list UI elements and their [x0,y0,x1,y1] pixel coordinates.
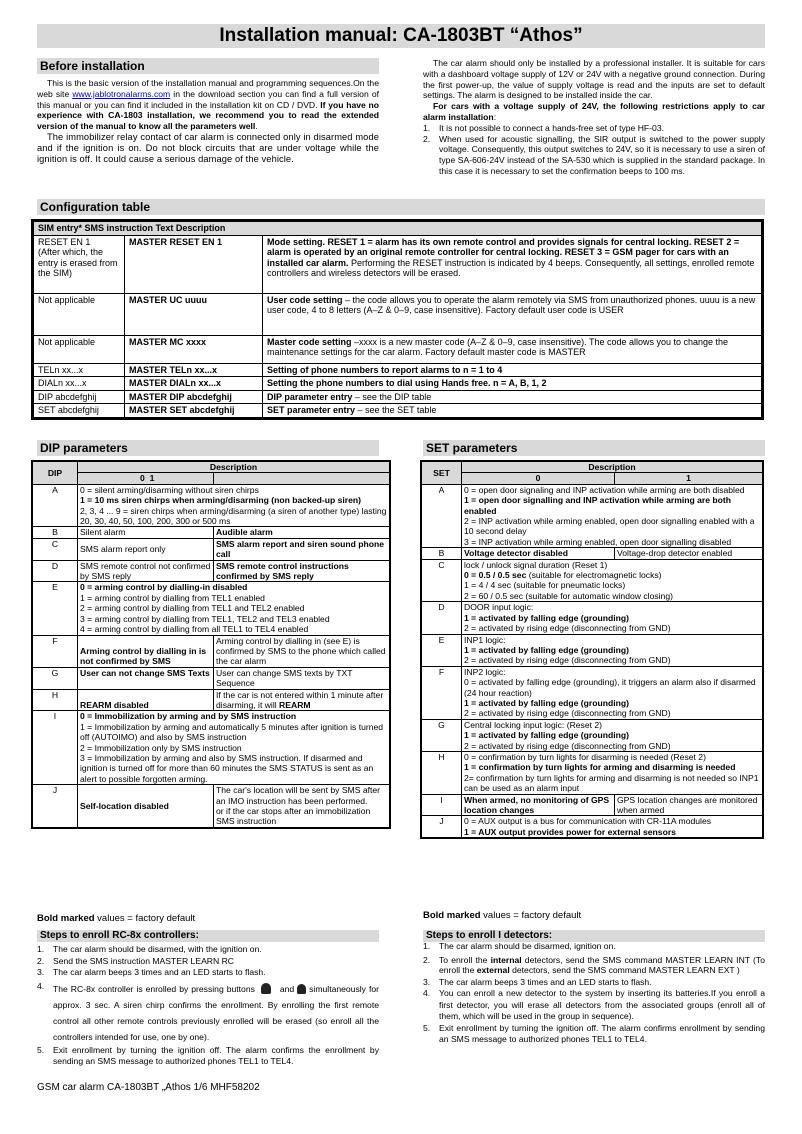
table-subheader: 0 1 [422,473,763,484]
set-table [420,460,764,839]
table-header: DIP Description [33,462,390,473]
table-row: G Central locking input logic: (Reset 2) 1 = activated by falling edge (grounding) 2 = activated by rising edge (disconnecting from GND) [422,719,763,751]
table-row: DIALn xx...x MASTER DIALn xx...x Setting the phone numbers to dial using Hands free. n = A, B, 1, 2 [34,377,762,391]
list-item: 4. You can enroll a new detector to the system by inserting its batteries.If you enroll a first detector, you will erase all detectors from the associated groups (enroll all of them, which will be used in the group in sequence). [423,988,765,1021]
lock-icon [261,983,271,994]
list-item: 4. The RC-8x controller is enrolled by pressing buttons and simultaneously for approx. 3 sec. A siren chirp confirms the enrollment. By enrolling the first remote control all other remote controls previously enrolled will be erased (so enroll all the controllers intended for use, one by one). [37,980,379,1042]
intro-paragraph-2: The immobilizer relay contact of car alarm is connected only in disarmed mode and if the ignition is on. Do not block circuits that are under voltage while the ignition is off. It could cause a serious damage of the vehicle. [37,131,379,164]
enroll-detectors-heading: Steps to enroll I detectors: [423,930,765,942]
table-row: D DOOR input logic: 1 = activated by falling edge (grounding) 2 = activated by rising edge (disconnecting from GND) [422,602,763,634]
table-row: H 0 = confirmation by turn lights for disarming is needed (Reset 2) 1 = confirmation by turn lights for arming and disarming is needed 2= confirmation by turn lights for arming and disarming is not needed so INP1 can be used as an alarm input [422,751,763,794]
table-row: C SMS alarm report only SMS alarm report and siren sound phone call [33,538,390,560]
table-row: E 0 = arming control by dialling-in disabled 1 = arming control by dialling from TEL1 enabled 2 = arming control by dialling from TEL1 and TEL2 enabled 3 = arming control by dialling from TEL1, TEL2 and TEL3 enabled 4 = arming control by dialling from all TEL1 to TEL4 enabled [33,582,390,635]
table-row: F INP2 logic: 0 = activated by falling edge (grounding), it triggers an alarm also if disarmed (24 hour reaction) 1 = activated by falling edge (grounding) 2 = activated by rising edge (disconnecting from GND) [422,666,763,719]
table-row: E INP1 logic: 1 = activated by falling edge (grounding) 2 = activated by rising edge (disconnecting from GND) [422,634,763,666]
table-header: SET Description [422,462,763,473]
list-item: 1. The car alarm should be disarmed, ignition on. [423,941,616,951]
table-row: F Arming control by dialling in is not confirmed by SMS Arming control by dialling in (see E) is confirmed by SMS to the phone which called the car alarm [33,635,390,667]
before-installation-heading: Before installation [37,58,379,74]
configuration-table [31,219,764,420]
table-row: A 0 = open door signaling and INP activation while arming are both disabled 1 = open door signalling and INP activation while arming are both enabled 2 = INP activation while arming enabled, open door signalling enabled with a 10 second delay 3 = INP activation while arming enabled, open door signalling disabled [422,484,763,547]
table-row: C lock / unlock signal duration (Reset 1) 0 = 0.5 / 0.5 sec (suitable for electromagnetic locks) 1 = 4 / 4 sec (suitable for pneumatic locks) 2 = 60 / 0.5 sec (suitable for automatic window closing) [422,559,763,602]
table-row: D SMS remote control not confirmed by SMS reply SMS remote control instructions confirmed by SMS reply [33,560,390,582]
list-item: 3. The car alarm beeps 3 times and an LED starts to flash. [37,967,266,977]
list-item: 5. Exit enrollment by turning the ignition off. The alarm confirms the enrollment by sending an SMS message to authorized phones TEL1 to TEL4. [37,1044,379,1066]
dip-parameters-heading: DIP parameters [37,440,379,456]
intro-paragraph-1: This is the basic version of the installation manual and programming sequences.On the web site www.jablotronalarms.com in the download section you can find a full version of this manual or you can find it included in the installation kit on CD / DVD. If you have no experience with CA-1803 installation, we recommend you to read the extended version of the manual to know all the parameters well. [37,78,379,132]
table-header: SIM entry* SMS instruction Text Description [34,222,762,236]
table-row: A 0 = silent arming/disarming without siren chirps 1 = 10 ms siren chirps when arming/disarming (non backed-up siren) 2, 3, 4 ... 9 = siren chirps when arming/disarming (a siren of another type) lasting 20, 30, 40, 50, 100, 200, 300 or 500 ms [33,484,390,527]
list-item: 2. When used for acoustic signalling, the SIR output is switched to the power supply voltage. Consequently, this output switches to 24V, so it is necessary to use a siren of type SA-606-24V instead of the SA-530 which is supplied in the standard package. In this case it is necessary to set the confirmation beeps to 100 ms. [423,133,765,176]
table-row: I 0 = Immobilization by arming and by SMS instruction 1 = Immobilization by arming and automatically 5 minutes after ignition is turned off (AUTOIMO) and also by SMS instruction 2 = Immobilization only by SMS instruction 3 = Immobilization by arming and also by SMS instruction. If disarmed and ignition is turned off for more than 60 minutes the SMS STATUS is sent as an alert to possible forgotten arming. [33,711,390,785]
table-row: G User can not change SMS Texts User can change SMS texts by TXT Sequence [33,667,390,689]
before-installation-text [37,78,379,165]
enroll-rc-heading: Steps to enroll RC-8x controllers: [37,930,379,942]
list-item: 3. The car alarm beeps 3 times and an LED starts to flash. [423,976,652,987]
enroll-rc-steps [37,944,379,1068]
dip-table [31,460,391,829]
table-row: Not applicable MASTER UC uuuu User code setting – the code allows you to operate the alarm remotely via SMS from unauthorized phones. uuuu is a new user code, 4 to 8 letters (A–Z & 0–9, case insensitive). Factory default user code is USER [34,293,762,335]
enroll-detectors-steps [423,941,765,1046]
list-item: 1. It is not possible to connect a hands-free set of type HF-03. [423,122,664,133]
table-row: Not applicable MASTER MC xxxx Master code setting –xxxx is a new master code (A–Z & 0–9, case insensitive). The code allows you to change the maintenance settings for the car alarm. Factory default master code is MASTER [34,335,762,363]
requirements-paragraph: The car alarm should only be installed by a professional installer. It is suitable for cars with a dashboard voltage supply of 12V or 24V with a negative ground connection. During the first power-up, the value of supply voltage is read and the inputs are set to default settings. The alarm is designed to be installed inside the car. [423,58,765,101]
dip-legend: Bold marked values = factory default [37,913,196,924]
set-parameters-heading: SET parameters [423,440,765,456]
installation-requirements [423,58,765,177]
table-row: RESET EN 1 (After which, the entry is erased from the SIM) MASTER RESET EN 1 Mode setting. RESET 1 = alarm has its own remote control and provides signals for central locking. RESET 2 = alarm is operated by an original remote controller for central locking. RESET 3 = GSM pager for cars with an installed car alarm. Performing the RESET instruction is indicated by 4 beeps. Consequently, all settings, enrolled remote controllers and wireless detectors will be erased. [34,235,762,293]
table-subheader: 0 1 [33,473,390,484]
table-row: B Silent alarm Audible alarm [33,527,390,538]
set-legend: Bold marked values = factory default [423,910,582,921]
list-item: 2. To enroll the internal detectors, send the SMS command MASTER LEARN INT (To enroll the external detectors, send the SMS command MASTER LEARN EXT ) [423,954,765,975]
table-row: SET abcdefghij MASTER SET abcdefghij SET parameter entry – see the SET table [34,404,762,418]
page-footer: GSM car alarm CA-1803BT „Athos 1/6 MHF58202 [37,1082,260,1093]
table-row: B Voltage detector disabled Voltage-drop detector enabled [422,548,763,559]
website-link[interactable]: www.jablotronalarms.com [72,88,171,99]
list-item: 2. Send the SMS instruction MASTER LEARN RC [37,955,235,966]
unlock-icon [297,984,306,994]
list-item: 1. The car alarm should be disarmed, with the ignition on. [37,944,262,954]
table-row: I When armed, no monitoring of GPS location changes GPS location changes are monitored when armed [422,794,763,816]
restrictions-intro: For cars with a voltage supply of 24V, the following restrictions apply to car alarm installation: [423,101,765,122]
restrictions-list [423,123,765,177]
table-row: H REARM disabled If the car is not entered within 1 minute after disarming, it will REARM [33,689,390,711]
table-row: J 0 = AUX output is a bus for communication with CR-11A modules 1 = AUX output provides power for external sensors [422,816,763,838]
table-row: TELn xx...x MASTER TELn xx...x Setting of phone numbers to report alarms to n = 1 to 4 [34,363,762,377]
list-item: 5. Exit enrollment by turning the ignition off. The alarm confirms enrollment by sending an SMS message to authorized phones TEL1 to TEL4. [423,1022,765,1044]
configuration-table-heading: Configuration table [37,199,765,215]
table-row: DIP abcdefghij MASTER DIP abcdefghij DIP parameter entry – see the DIP table [34,390,762,404]
table-row: J Self-location disabled The car's location will be sent by SMS after an IMO instruction has been performed. or if the car stops after an immobilization SMS instruction [33,785,390,828]
document-title: Installation manual: CA-1803BT “Athos” [37,24,765,48]
